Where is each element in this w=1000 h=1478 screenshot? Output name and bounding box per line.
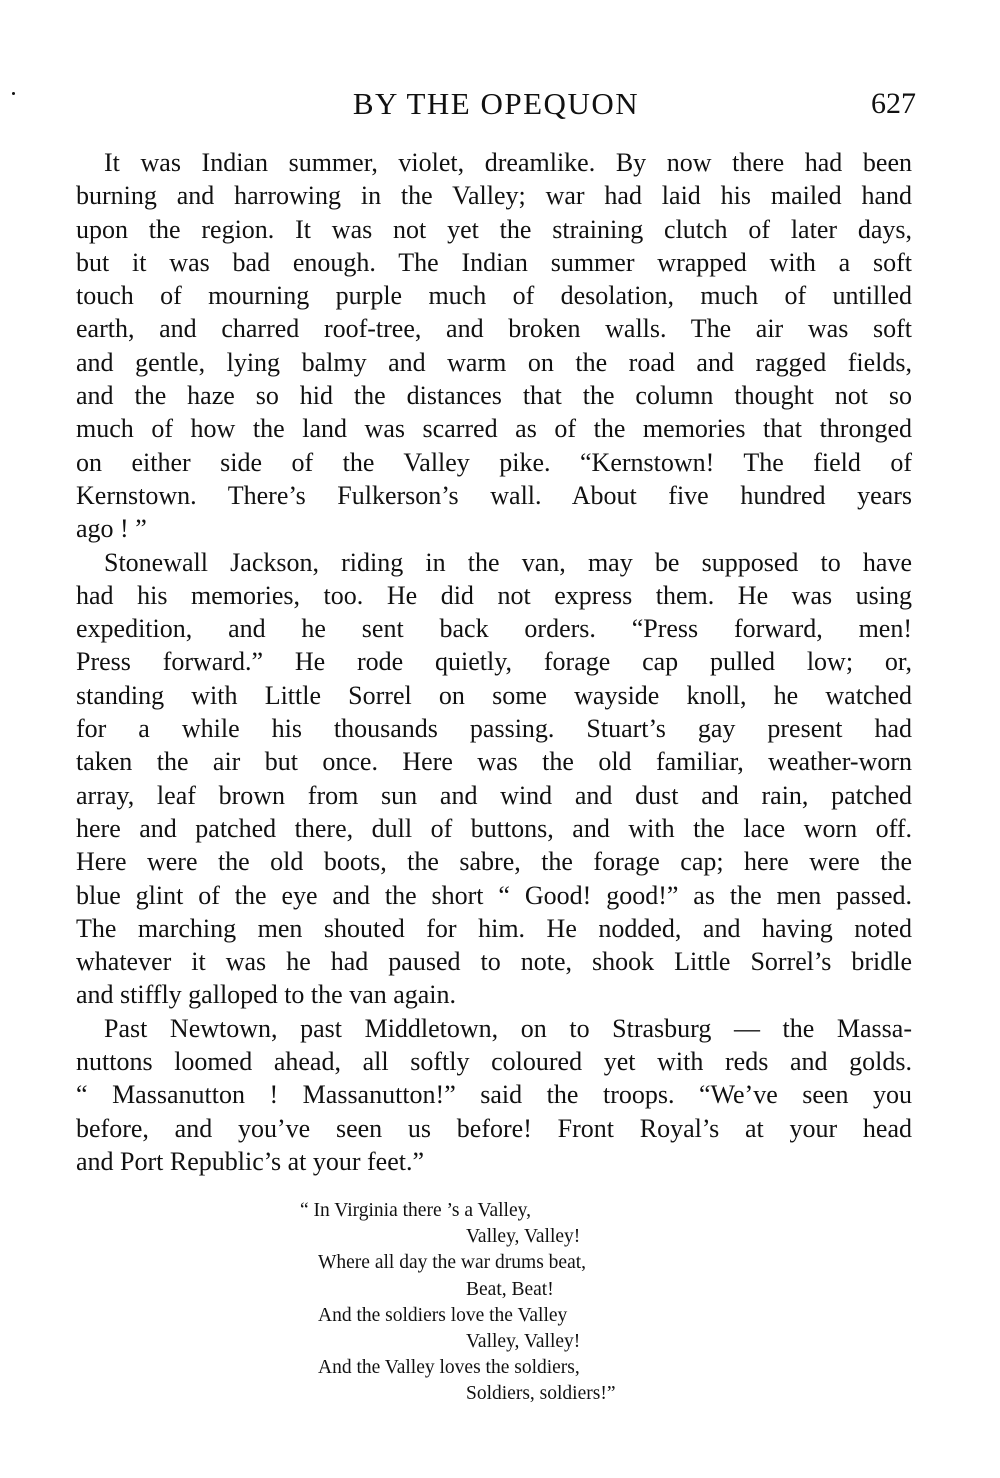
print-speck: [12, 92, 15, 95]
paragraph-3: [76, 1012, 912, 1178]
text-line: before, and you’ve seen us before! Front Royal’s at your head: [76, 1113, 912, 1143]
text-line: Kernstown. There’s Fulkerson’s wall. About five hundred years: [76, 480, 912, 510]
text-line: burning and harrowing in the Valley; war had laid his mailed hand: [76, 181, 912, 211]
text-line: nuttons loomed ahead, all softly coloured yet with reds and golds.: [76, 1047, 912, 1077]
text-line: on either side of the Valley pike. “Kernstown! The field of: [76, 447, 912, 477]
text-line: taken the air but once. Here was the old familiar, weather-worn: [76, 747, 912, 777]
verse-line: “ In Virginia there ’s a Valley,: [300, 1200, 531, 1221]
text-line: and gentle, lying balmy and warm on the road and ragged fields,: [76, 347, 912, 377]
text-line: here and patched there, dull of buttons, and with the lace worn off.: [76, 813, 912, 843]
text-line: It was Indian summer, violet, dreamlike. By now there had been: [104, 148, 912, 177]
text-line: and Port Republic’s at your feet.”: [76, 1146, 425, 1176]
verse-line: Where all day the war drums beat,: [318, 1252, 587, 1274]
text-line: Past Newtown, past Middletown, on to Strasburg — the Massa-: [104, 1013, 912, 1043]
text-line: The marching men shouted for him. He nodded, and having noted: [76, 913, 912, 943]
paragraph-2: [76, 546, 912, 1012]
page-number: 627: [871, 87, 916, 120]
text-line: blue glint of the eye and the short “ Good! good!” as the men passed.: [76, 880, 912, 910]
song-verse: [300, 1198, 720, 1408]
running-head: [76, 84, 916, 124]
text-line: and the haze so hid the distances that the column thought not so: [76, 381, 912, 411]
text-line: touch of mourning purple much of desolation, much of untilled: [76, 281, 912, 311]
text-line: earth, and charred roof-tree, and broken walls. The air was soft: [76, 314, 912, 344]
text-line: Here were the old boots, the sabre, the forage cap; here were the: [76, 847, 912, 877]
verse-refrain: Soldiers, soldiers!”: [466, 1383, 616, 1405]
text-line: standing with Little Sorrel on some wayside knoll, he watched: [76, 680, 912, 710]
verse-refrain: Valley, Valley!: [466, 1226, 581, 1248]
text-line: whatever it was he had paused to note, shook Little Sorrel’s bridle: [76, 947, 912, 977]
text-line: and stiffly galloped to the van again.: [76, 980, 457, 1010]
verse-line: And the Valley loves the soldiers,: [318, 1357, 580, 1379]
body-text: [76, 146, 912, 1178]
text-line: had his memories, too. He did not express them. He was using: [76, 580, 912, 610]
text-line: much of how the land was scarred as of the memories that thronged: [76, 414, 912, 444]
text-line: Stonewall Jackson, riding in the van, may be supposed to have: [104, 547, 912, 577]
text-line: ago ! ”: [76, 514, 147, 544]
text-line: Press forward.” He rode quietly, forage cap pulled low; or,: [76, 647, 912, 677]
verse-refrain: Beat, Beat!: [466, 1278, 554, 1300]
verse-refrain: Valley, Valley!: [466, 1330, 581, 1352]
text-line: expedition, and he sent back orders. “Press forward, men!: [76, 614, 912, 644]
text-line: but it was bad enough. The Indian summer wrapped with a soft: [76, 247, 912, 277]
text-line: for a while his thousands passing. Stuart’s gay present had: [76, 714, 912, 744]
paragraph-1: [76, 146, 912, 546]
verse-line: And the soldiers love the Valley: [318, 1304, 568, 1326]
running-title: BY THE OPEQUON: [352, 86, 640, 121]
text-line: “ Massanutton ! Massanutton!” said the troops. “We’ve seen you: [76, 1080, 912, 1110]
text-line: upon the region. It was not yet the straining clutch of later days,: [76, 214, 912, 244]
text-line: array, leaf brown from sun and wind and dust and rain, patched: [76, 780, 912, 810]
